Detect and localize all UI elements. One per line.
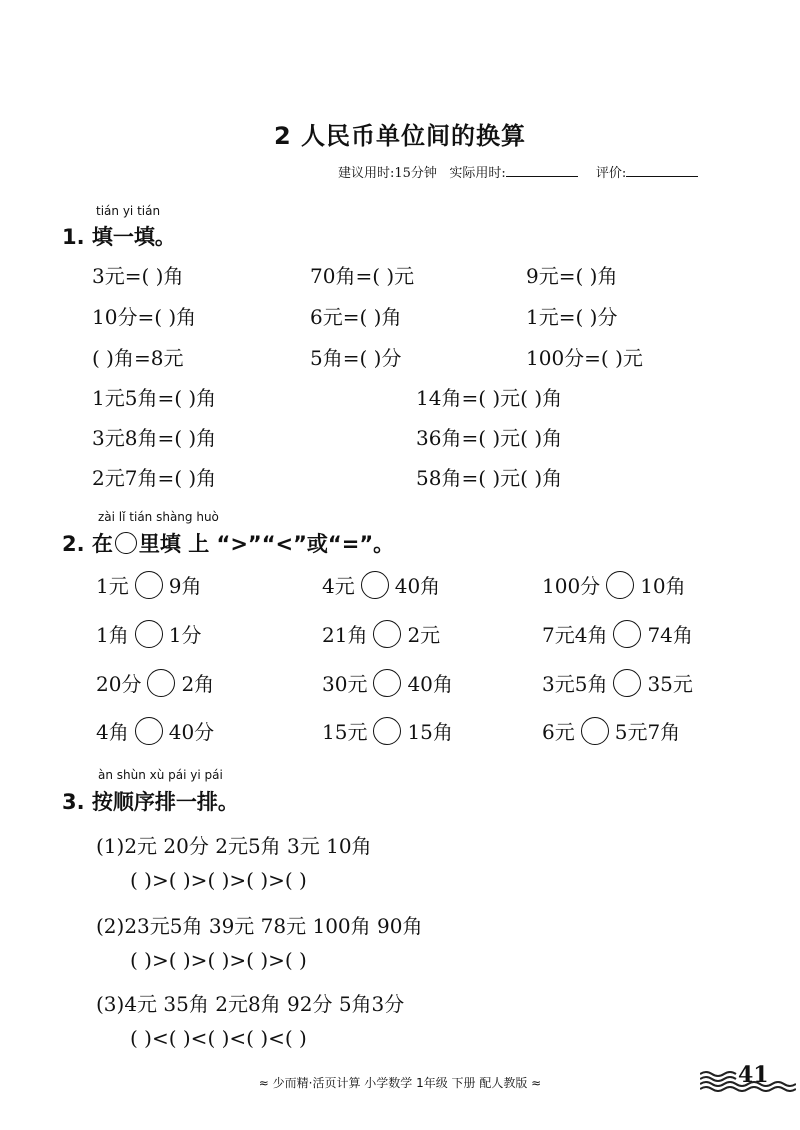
q1-item: 1元=( )分 (526, 305, 618, 329)
compare-left: 4元 (322, 574, 355, 598)
compare-circle[interactable] (613, 620, 641, 648)
page-title: 2 人民币单位间的换算 (273, 122, 527, 150)
sort-item-answer[interactable]: ( )>( )>( )>( )>( ) (130, 868, 307, 892)
compare-left: 100分 (542, 574, 601, 598)
compare-circle[interactable] (373, 620, 401, 648)
q1-item: 58角=( )元( )角 (416, 466, 563, 490)
footer: ≈ 少而精·活页计算 小学数学 1年级 下册 配人教版 ≈ (258, 1076, 542, 1090)
compare-left: 1角 (96, 623, 129, 647)
q1-item: 3元=( )角 (92, 264, 184, 288)
sort-item-label: (2)23元5角 39元 78元 100角 90角 (96, 914, 423, 938)
q1-item: 14角=( )元( )角 (416, 386, 563, 410)
sort-item-answer[interactable]: ( )>( )>( )>( )>( ) (130, 948, 307, 972)
compare-circle[interactable] (361, 571, 389, 599)
compare-left: 15元 (322, 720, 368, 744)
q1-item: 3元8角=( )角 (92, 426, 217, 450)
q2-heading-post: 里填 上 “>”“<”或“=”。 (138, 532, 395, 556)
compare-left: 21角 (322, 623, 368, 647)
compare-circle[interactable] (135, 571, 163, 599)
q3-pinyin: àn shùn xù pái yi pái (98, 768, 223, 782)
q1-item: 5角=( )分 (310, 346, 402, 370)
compare-left: 7元4角 (542, 623, 608, 647)
circle-icon (115, 532, 137, 554)
compare-left: 20分 (96, 672, 142, 696)
compare-right: 74角 (647, 623, 693, 647)
sort-item-label: (1)2元 20分 2元5角 3元 10角 (96, 834, 372, 858)
compare-right: 10角 (640, 574, 686, 598)
compare-item (96, 716, 214, 745)
q2-heading (62, 528, 394, 558)
compare-left: 1元 (96, 574, 129, 598)
compare-left: 30元 (322, 672, 368, 696)
compare-right: 40角 (407, 672, 453, 696)
q1-item: 9元=( )角 (526, 264, 618, 288)
q1-pinyin: tián yi tián (96, 204, 161, 218)
compare-circle[interactable] (581, 717, 609, 745)
q1-item: 6元=( )角 (310, 305, 402, 329)
compare-circle[interactable] (606, 571, 634, 599)
compare-right: 40分 (168, 720, 215, 744)
compare-right: 1分 (168, 623, 202, 647)
q1-item: ( )角=8元 (92, 346, 184, 370)
compare-item (542, 716, 680, 745)
score-label: 评价: (595, 166, 627, 181)
compare-right: 15角 (407, 720, 453, 744)
compare-item (322, 619, 440, 648)
compare-item (96, 570, 201, 599)
compare-right: 40角 (394, 574, 441, 598)
q1-item: 1元5角=( )角 (92, 386, 217, 410)
compare-left: 4角 (96, 720, 129, 744)
compare-circle[interactable] (135, 620, 163, 648)
sort-item-answer[interactable]: ( )<( )<( )<( )<( ) (130, 1026, 307, 1050)
compare-right: 2元 (407, 623, 441, 647)
compare-right: 2角 (181, 672, 215, 696)
q1-item: 36角=( )元( )角 (416, 426, 563, 450)
compare-right: 5元7角 (614, 720, 681, 744)
score-blank[interactable] (626, 166, 698, 177)
q1-item: 70角=( )元 (310, 264, 415, 288)
compare-circle[interactable] (147, 669, 175, 697)
q3-heading: 3. 按顺序排一排。 (62, 790, 239, 814)
compare-circle[interactable] (373, 717, 401, 745)
compare-left: 3元5角 (542, 672, 608, 696)
compare-right: 35元 (647, 672, 693, 696)
actual-time-blank[interactable] (506, 166, 578, 177)
compare-left: 6元 (542, 720, 575, 744)
suggested-time: 建议用时:15分钟 (338, 166, 437, 181)
compare-item (322, 668, 453, 697)
compare-right: 9角 (168, 574, 202, 598)
sort-item-label: (3)4元 35角 2元8角 92分 5角3分 (96, 992, 405, 1016)
q1-item: 2元7角=( )角 (92, 466, 217, 490)
compare-item (542, 570, 686, 599)
compare-circle[interactable] (373, 669, 401, 697)
q2-heading-pre: 2. 在 (62, 532, 113, 556)
actual-time-label: 实际用时: (449, 166, 506, 181)
compare-item (322, 716, 453, 745)
compare-circle[interactable] (613, 669, 641, 697)
compare-item (542, 668, 693, 697)
compare-item (542, 619, 693, 648)
time-info (338, 162, 698, 181)
q1-item: 100分=( )元 (526, 346, 643, 370)
compare-item (96, 668, 214, 697)
compare-circle[interactable] (135, 717, 163, 745)
compare-item (322, 570, 440, 599)
compare-item (96, 619, 201, 648)
q1-item: 10分=( )角 (92, 305, 197, 329)
page-number: 41 (738, 1062, 769, 1088)
q1-heading: 1. 填一填。 (62, 225, 176, 249)
q2-pinyin: zài lǐ tián shàng huò (98, 510, 219, 524)
